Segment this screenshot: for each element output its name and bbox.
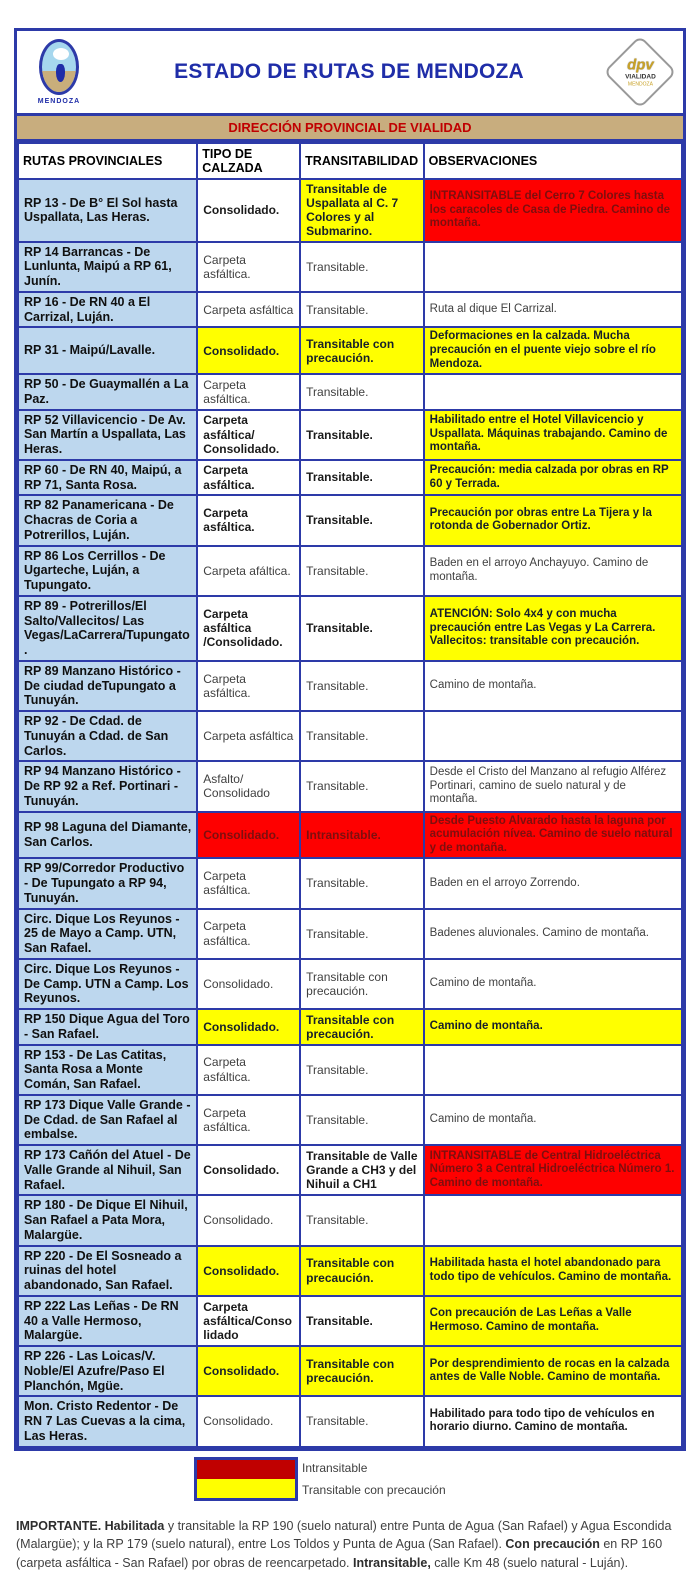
table-row — [18, 661, 682, 711]
route-name-cell: RP 220 - De El Sosneado a ruinas del hotel abandonado, San Rafael. — [18, 1246, 197, 1296]
table-row — [18, 292, 682, 328]
observations-cell: Deformaciones en la calzada. Mucha precaución en el puente viejo sobre el río Mendoza. — [424, 327, 682, 374]
observations-cell: Baden en el arroyo Zorrendo. — [424, 858, 682, 908]
surface-type-cell: Consolidado. — [197, 327, 300, 374]
mendoza-shield-icon — [39, 39, 79, 95]
routes-table — [17, 142, 683, 1448]
transitability-cell: Transitable. — [300, 495, 424, 545]
observations-cell: Precaución por obras entre La Tijera y la rotonda de Gobernador Ortiz. — [424, 495, 682, 545]
report-sheet — [14, 28, 686, 1451]
table-row — [18, 959, 682, 1009]
route-name-cell: RP 173 Cañón del Atuel - De Valle Grande al Nihuil, San Rafael. — [18, 1145, 197, 1195]
surface-type-cell: Consolidado. — [197, 1346, 300, 1396]
observations-cell: Badenes aluvionales. Camino de montaña. — [424, 909, 682, 959]
route-name-cell: RP 180 - De Dique El Nihuil, San Rafael a Pata Mora, Malargüe. — [18, 1195, 197, 1245]
observations-cell — [424, 711, 682, 761]
legend-labels — [298, 1457, 446, 1501]
legend — [194, 1457, 686, 1501]
table-row — [18, 761, 682, 811]
table-row — [18, 460, 682, 496]
transitability-cell: Transitable. — [300, 242, 424, 292]
table-row — [18, 1296, 682, 1346]
surface-type-cell: Carpeta asfáltica /Consolidado. — [197, 596, 300, 661]
column-header-observaciones: OBSERVACIONES — [424, 143, 682, 179]
mendoza-coat-of-arms-logo — [27, 39, 91, 105]
page-title: ESTADO DE RUTAS DE MENDOZA — [174, 60, 524, 83]
transitability-cell: Transitable. — [300, 761, 424, 811]
transitability-cell: Transitable. — [300, 596, 424, 661]
transitability-cell: Transitable. — [300, 711, 424, 761]
observations-cell: Ruta al dique El Carrizal. — [424, 292, 682, 328]
route-name-cell: RP 16 - De RN 40 a El Carrizal, Luján. — [18, 292, 197, 328]
surface-type-cell: Consolidado. — [197, 1246, 300, 1296]
vialidad-mendoza-logo — [607, 46, 673, 98]
table-row — [18, 1246, 682, 1296]
surface-type-cell: Carpeta asfáltica. — [197, 242, 300, 292]
surface-type-cell: Consolidado. — [197, 1396, 300, 1446]
dpv-monogram: dpv — [626, 56, 654, 74]
transitability-cell: Transitable de Valle Grande a CH3 y del Nihuil a CH1 — [300, 1145, 424, 1195]
legend-swatches — [194, 1457, 298, 1501]
observations-cell — [424, 242, 682, 292]
column-header-rutas: RUTAS PROVINCIALES — [18, 143, 197, 179]
transitability-cell: Transitable. — [300, 1195, 424, 1245]
table-row — [18, 1346, 682, 1396]
table-row — [18, 1396, 682, 1446]
observations-cell: Por desprendimiento de rocas en la calzada antes de Valle Noble. Camino de montaña. — [424, 1346, 682, 1396]
table-row — [18, 1045, 682, 1095]
observations-cell: Baden en el arroyo Anchayuyo. Camino de montaña. — [424, 546, 682, 596]
transitability-cell: Transitable. — [300, 546, 424, 596]
surface-type-cell: Consolidado. — [197, 1195, 300, 1245]
observations-cell: Habilitada hasta el hotel abandonado para todo tipo de vehículos. Camino de montaña. — [424, 1246, 682, 1296]
observations-cell: Camino de montaña. — [424, 661, 682, 711]
observations-cell: Habilitado entre el Hotel Villavicencio y Uspallata. Máquinas trabajando. Camino de montaña. — [424, 410, 682, 460]
observations-cell: Camino de montaña. — [424, 1009, 682, 1045]
observations-cell: ATENCIÓN: Solo 4x4 y con mucha precaución entre Las Vegas y La Carrera. Vallecitos: transitable con precaución. — [424, 596, 682, 661]
table-row — [18, 596, 682, 661]
table-row — [18, 546, 682, 596]
surface-type-cell: Consolidado. — [197, 1009, 300, 1045]
dpv-diamond-icon — [603, 35, 677, 109]
route-name-cell: RP 226 - Las Loicas/V. Noble/El Azufre/Paso El Planchón, Mgüe. — [18, 1346, 197, 1396]
table-row — [18, 179, 682, 242]
table-row — [18, 410, 682, 460]
important-note-bold-segment: Intransitable, — [353, 1556, 431, 1570]
route-name-cell: RP 150 Dique Agua del Toro - San Rafael. — [18, 1009, 197, 1045]
transitability-cell: Transitable. — [300, 1296, 424, 1346]
important-note-segment: y transitable la RP 190 (suelo natural) entre Punta de Agua (San Rafael) y Agua Escondida (Malargüe); y la RP 179 (suelo natural), entre Los Toldos y Punta de Agua (San Rafael). — [16, 1518, 672, 1552]
surface-type-cell: Consolidado. — [197, 1145, 300, 1195]
column-header-transitabilidad: TRANSITABILIDAD — [300, 143, 424, 179]
table-row — [18, 812, 682, 859]
surface-type-cell: Carpeta afáltica. — [197, 546, 300, 596]
observations-cell — [424, 1195, 682, 1245]
route-name-cell: Mon. Cristo Redentor - De RN 7 Las Cuevas a la cima, Las Heras. — [18, 1396, 197, 1446]
transitability-cell: Transitable con precaución. — [300, 327, 424, 374]
table-row — [18, 711, 682, 761]
org-bar: DIRECCIÓN PROVINCIAL DE VIALIDAD — [17, 113, 683, 142]
legend-color-swatch — [197, 1460, 295, 1479]
table-header-row — [18, 143, 682, 179]
table-row — [18, 858, 682, 908]
route-name-cell: RP 153 - De Las Catitas, Santa Rosa a Monte Comán, San Rafael. — [18, 1045, 197, 1095]
route-name-cell: RP 89 Manzano Histórico - De ciudad deTupungato a Tunuyán. — [18, 661, 197, 711]
route-name-cell: RP 222 Las Leñas - De RN 40 a Valle Hermoso, Malargüe. — [18, 1296, 197, 1346]
table-row — [18, 1195, 682, 1245]
table-row — [18, 242, 682, 292]
report-header — [17, 31, 683, 113]
surface-type-cell: Carpeta asfáltica/ Consolidado. — [197, 410, 300, 460]
route-name-cell: RP 82 Panamericana - De Chacras de Coria a Potrerillos, Luján. — [18, 495, 197, 545]
route-name-cell: RP 52 Villavicencio - De Av. San Martín a Uspallata, Las Heras. — [18, 410, 197, 460]
observations-cell: Con precaución de Las Leñas a Valle Hermoso. Camino de montaña. — [424, 1296, 682, 1346]
surface-type-cell: Asfalto/ Consolidado — [197, 761, 300, 811]
transitability-cell: Transitable con precaución. — [300, 1346, 424, 1396]
transitability-cell: Transitable. — [300, 292, 424, 328]
important-note-segment: en RP 160 (carpeta asfáltica - San Rafael) por obras de reencarpetado. — [16, 1537, 663, 1570]
observations-cell — [424, 374, 682, 410]
transitability-cell: Transitable. — [300, 1396, 424, 1446]
transitability-cell: Transitable. — [300, 374, 424, 410]
table-row — [18, 1009, 682, 1045]
table-row — [18, 327, 682, 374]
route-name-cell: RP 60 - De RN 40, Maipú, a RP 71, Santa Rosa. — [18, 460, 197, 496]
route-name-cell: RP 99/Corredor Productivo - De Tupungato a RP 94, Tunuyán. — [18, 858, 197, 908]
observations-cell: Camino de montaña. — [424, 959, 682, 1009]
observations-cell: Desde el Cristo del Manzano al refugio Alférez Portinari, camino de suelo natural y de montaña. — [424, 761, 682, 811]
route-name-cell: RP 31 - Maipú/Lavalle. — [18, 327, 197, 374]
route-name-cell: RP 13 - De B° El Sol hasta Uspallata, Las Heras. — [18, 179, 197, 242]
transitability-cell: Transitable de Uspallata al C. 7 Colores y al Submarino. — [300, 179, 424, 242]
route-name-cell: Circ. Dique Los Reyunos - 25 de Mayo a Camp. UTN, San Rafael. — [18, 909, 197, 959]
table-row — [18, 909, 682, 959]
important-note — [16, 1517, 684, 1573]
surface-type-cell: Carpeta asfáltica. — [197, 495, 300, 545]
observations-cell: Precaución: media calzada por obras en RP 60 y Terrada. — [424, 460, 682, 496]
important-note-bold-segment: Con precaución — [505, 1537, 600, 1552]
surface-type-cell: Carpeta asfáltica — [197, 711, 300, 761]
route-name-cell: RP 173 Dique Valle Grande - De Cdad. de San Rafael al embalse. — [18, 1095, 197, 1145]
surface-type-cell: Carpeta asfáltica. — [197, 1095, 300, 1145]
route-name-cell: Circ. Dique Los Reyunos - De Camp. UTN a Camp. Los Reyunos. — [18, 959, 197, 1009]
route-name-cell: RP 50 - De Guaymallén a La Paz. — [18, 374, 197, 410]
transitability-cell: Transitable. — [300, 460, 424, 496]
observations-cell: Camino de montaña. — [424, 1095, 682, 1145]
route-name-cell: RP 98 Laguna del Diamante, San Carlos. — [18, 812, 197, 859]
surface-type-cell: Consolidado. — [197, 179, 300, 242]
dpv-logo-line1: VIALIDAD — [624, 73, 656, 81]
surface-type-cell: Carpeta asfáltica — [197, 292, 300, 328]
surface-type-cell: Consolidado. — [197, 812, 300, 859]
surface-type-cell: Consolidado. — [197, 959, 300, 1009]
route-name-cell: RP 14 Barrancas - De Lunlunta, Maipú a RP 61, Junín. — [18, 242, 197, 292]
transitability-cell: Transitable con precaución. — [300, 1246, 424, 1296]
important-note-segment: calle Km 48 (suelo natural - Luján). — [430, 1556, 629, 1570]
observations-cell: Habilitado para todo tipo de vehículos en horario diurno. Camino de montaña. — [424, 1396, 682, 1446]
table-row — [18, 1095, 682, 1145]
important-note-bold-segment: IMPORTANTE. Habilitada — [16, 1518, 165, 1533]
transitability-cell: Transitable con precaución. — [300, 1009, 424, 1045]
surface-type-cell: Carpeta asfáltica/Consolidado — [197, 1296, 300, 1346]
transitability-cell: Transitable. — [300, 661, 424, 711]
transitability-cell: Transitable. — [300, 909, 424, 959]
legend-label: Transitable con precaución — [302, 1482, 446, 1497]
surface-type-cell: Carpeta asfáltica. — [197, 460, 300, 496]
surface-type-cell: Carpeta asfáltica. — [197, 858, 300, 908]
route-name-cell: RP 89 - Potrerillos/El Salto/Vallecitos/ Las Vegas/LaCarrera/Tupungato. — [18, 596, 197, 661]
transitability-cell: Transitable. — [300, 858, 424, 908]
route-name-cell: RP 92 - De Cdad. de Tunuyán a Cdad. de San Carlos. — [18, 711, 197, 761]
surface-type-cell: Carpeta asfáltica. — [197, 374, 300, 410]
transitability-cell: Transitable. — [300, 1095, 424, 1145]
column-header-tipo: TIPO DE CALZADA — [197, 143, 300, 179]
transitability-cell: Intransitable. — [300, 812, 424, 859]
table-row — [18, 495, 682, 545]
dpv-logo-line2: MENDOZA — [627, 80, 653, 87]
observations-cell: INTRANSITABLE del Cerro 7 Colores hasta los caracoles de Casa de Piedra. Camino de montaña. — [424, 179, 682, 242]
legend-color-swatch — [197, 1479, 295, 1498]
surface-type-cell: Carpeta asfáltica. — [197, 909, 300, 959]
observations-cell — [424, 1045, 682, 1095]
observations-cell: INTRANSITABLE de Central Hidroeléctrica Número 3 a Central Hidroeléctrica Número 1. Camino de montaña. — [424, 1145, 682, 1195]
transitability-cell: Transitable con precaución. — [300, 959, 424, 1009]
transitability-cell: Transitable. — [300, 410, 424, 460]
surface-type-cell: Carpeta asfáltica. — [197, 661, 300, 711]
surface-type-cell: Carpeta asfáltica. — [197, 1045, 300, 1095]
route-name-cell: RP 86 Los Cerrillos - De Ugarteche, Luján, a Tupungato. — [18, 546, 197, 596]
mendoza-logo-caption: MENDOZA — [37, 98, 81, 105]
transitability-cell: Transitable. — [300, 1045, 424, 1095]
observations-cell: Desde Puesto Alvarado hasta la laguna por acumulación nívea. Camino de suelo natural y de montaña. — [424, 812, 682, 859]
routes-tbody — [18, 179, 682, 1447]
route-name-cell: RP 94 Manzano Histórico - De RP 92 a Ref. Portinari - Tunuyán. — [18, 761, 197, 811]
legend-label: Intransitable — [302, 1460, 368, 1475]
table-row — [18, 374, 682, 410]
